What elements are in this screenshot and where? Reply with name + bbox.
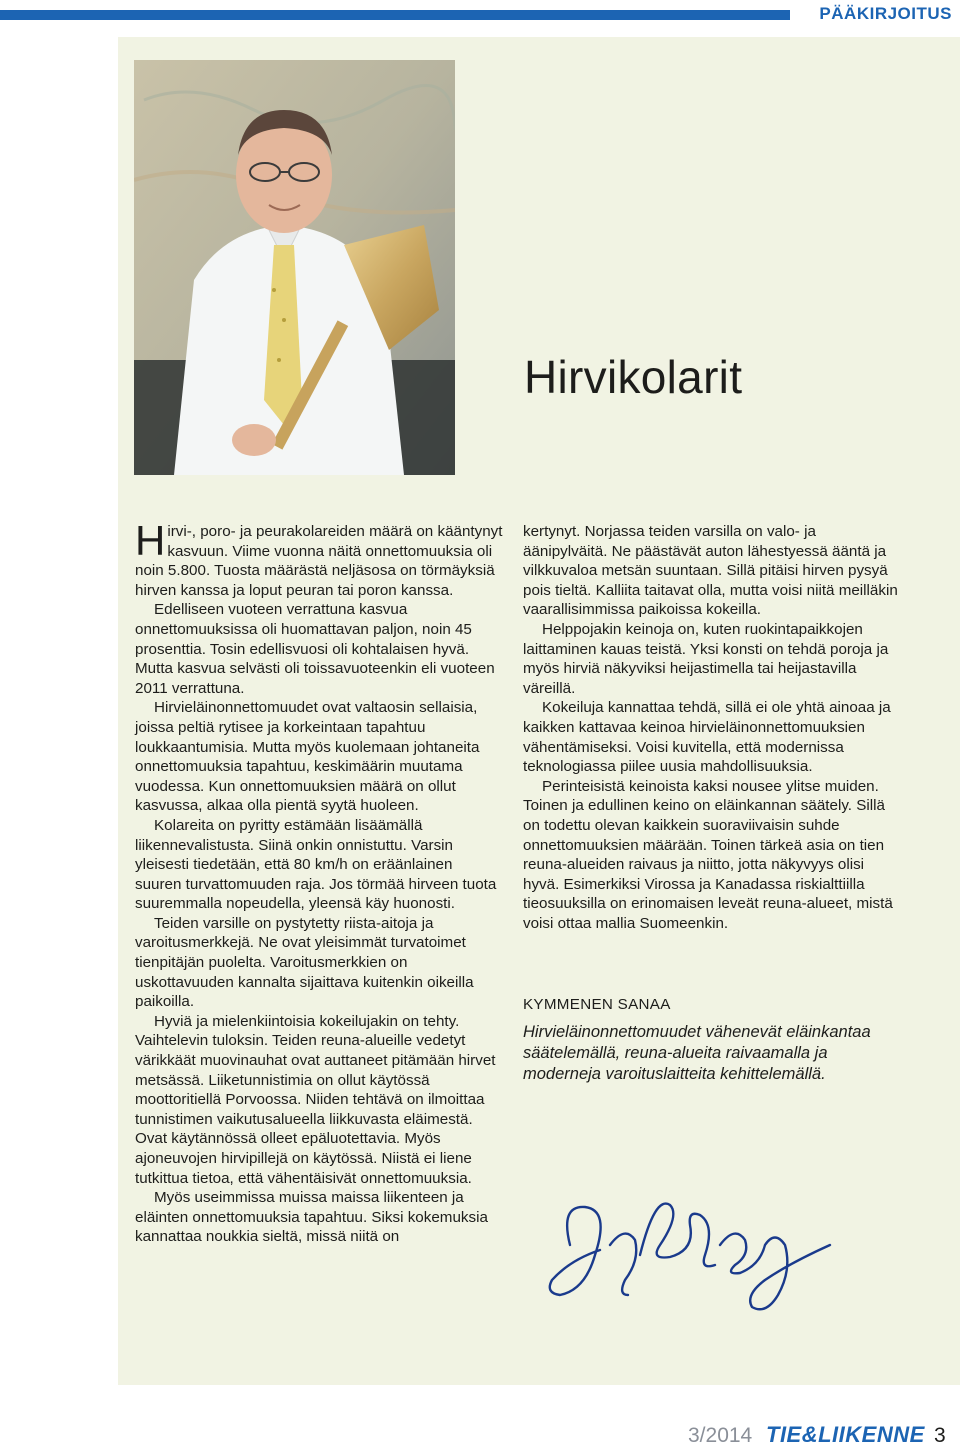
issue-number: 3/2014 [688,1424,753,1447]
page-number: 3 [934,1424,946,1447]
drop-cap: H [135,517,166,564]
author-photo [134,60,455,475]
body-paragraph-continued: kertynyt. Norjassa teiden varsilla on valo- ja äänipylväitä. Ne päästävät auton lähestyessä ääntä ja vilkkuvaloa metsän suuntaan. Sillä pitäisi hirven pysyä pois tieltä. Kalliita taitavat olla, mutta voisi niitä meilläkin vaarallisimmissa paikoissa kokeilla. [523,523,898,619]
body-paragraph: Myös useimmissa muissa maissa liikenteen ja eläinten onnettomuuksia tapahtuu. Siksi kokemuksia kannattaa noukkia sieltä, missä niitä on [135,1189,488,1246]
body-paragraph: Hyviä ja mielenkiintoisia kokeilujakin on tehty. Vaihtelevin tuloksin. Teiden reuna-alueille vedetyt värikkäät muovinauhat ovat auttaneet pitämään hirvet metsässä. Liiketunnistimia on ollut käytössä moottoritiellä Porvoossa. Niiden tehtävä on ilmoittaa tunnistimen vaikutusalueella liikkuvasta eläimestä. Ovat käytännössä olleet epäluotettavia. Myös ajoneuvojen hirvipillejä on käytössä. Niistä ei liene tutkittua tietoa, että vähentäisivät onnettomuuksia. [135,1012,496,1187]
signature-image [540,1185,840,1325]
body-paragraph: Kolareita on pyritty estämään lisäämällä liikennevalistusta. Siinä onkin onnistuttu. Varsin yleisesti tiedetään, että 80 km/h on eräänlainen suuren turvattomuuden raja. Jos törmää hirveen tuota suuremmalla nopeudella, yleensä käy huonosti. [135,816,497,913]
body-paragraph: Helppojakin keinoja on, kuten ruokintapaikkojen laittaminen kauas teistä. Yksi konsti on tehdä poroja ja myös hirviä näkyviksi heijastimella tai heijastavilla väreillä. [523,620,889,697]
article-title: Hirvikolarit [524,351,743,403]
lead-paragraph [135,517,503,600]
body-paragraph: Perinteisistä keinoista kaksi nousee ylitse muiden. Toinen ja edullinen keino on eläinkannan säätely. Sillä on todettu olevan kaikkein suoraviivaisin suhde onnettomuuksien määrään. Toinen tärkeä asia on tien reuna-alueiden raivaus ja niitto, jotta näkyvyys olisi hyvä. Esimerkiksi Virossa ja Kanadassa riskialttiilla tieosuuksilla on erinomaisen leveät reuna-alueet, mistä voisi ottaa mallia Suomeenkin. [523,777,893,932]
header-bar [0,10,790,20]
body-paragraph: Kokeiluja kannattaa tehdä, sillä ei ole yhtä ainoaa ja kaikken kattavaa keinoa hirvieläinonnettomuuksien vähentämiseksi. Voisi kuvitella, että modernissa teknologiassa piilee uusia mahdollisuuksia. [523,699,891,776]
body-paragraph: Teiden varsille on pystytetty riista-aitoja ja varoitusmerkkejä. Ne ovat yleisimmät turvatoimet tienpitäjän puolelta. Varoitusmerkkien on uskottavuuden kannalta sijaittava kuitenkin oikeilla paikoilla. [135,914,474,1011]
lead-text: irvi-, poro- ja peurakolareiden määrä on kääntynyt kasvuun. Viime vuonna näitä onnettomuuksia oli noin 5.800. Tuosta määrästä neljäsosa on törmäyksiä hirven kanssa ja loput peuran tai poron kanssa. [135,523,503,599]
ten-words-label: KYMMENEN SANAA [523,996,671,1013]
article-left-column [135,517,503,1247]
magazine-logo: TIE&LIIKENNE [766,1422,925,1447]
body-paragraph: Hirvieläinonnettomuudet ovat valtaosin sellaisia, joissa peltiä rytisee ja korkeintaan tapahtuu loukkaantumisia. Mutta myös kuolemaan johtaneita onnettomuuksia tapahtuu, keskimäärin muutama vuodessa. Kun onnettomuuksien määrä on ollut kasvussa, alkaa olla pientä syytä huoleen. [135,699,480,815]
article-right-column [523,522,898,933]
body-paragraph: Edelliseen vuoteen verrattuna kasvua onnettomuuksissa oli huomattavan paljon, noin 45 prosenttia. Tosin edellisvuosi oli kohtalaisen hyvä. Mutta kasvua selvästi oli toissavuoteenkin eli vuoteen 2011 verrattuna. [135,601,495,697]
section-label: PÄÄKIRJOITUS [819,4,952,23]
ten-words-summary: Hirvieläinonnettomuudet vähenevät eläinkantaa säätelemällä, reuna-alueita raivaamalla ja moderneja varoituslaitteita kehittelemällä. [523,1023,871,1083]
